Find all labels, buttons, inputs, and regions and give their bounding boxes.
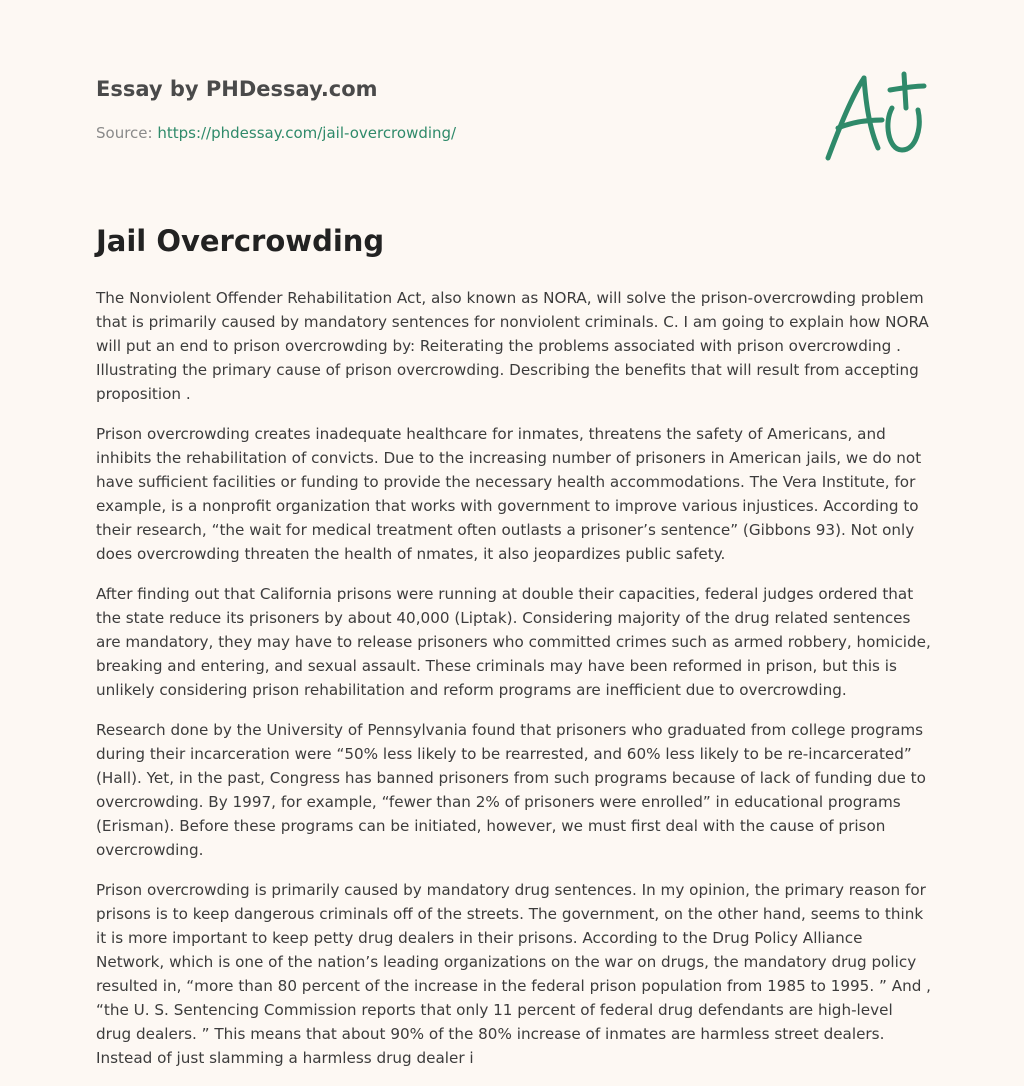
- a-plus-logo-icon: [822, 66, 928, 166]
- essay-paragraph: Prison overcrowding creates inadequate healthcare for inmates, threatens the safety of Americans, and inhibits the rehabilitation of convicts. Due to the increasing number of prisoners in American jails, we do not have sufficient facilities or funding to provide the necessary health accommodations. The Vera Institute, for example, is a nonprofit organization that works with government to improve various injustices. According to their research, “the wait for medical treatment often outlasts a prisoner’s sentence” (Gibbons 93). Not only does overcrowding threaten the health of nmates, it also jeopardizes public safety.: [96, 425, 922, 563]
- essay-title: Jail Overcrowding: [96, 224, 385, 258]
- essay-paragraph: Research done by the University of Pennsylvania found that prisoners who graduated from college programs during their incarceration were “50% less likely to be rearrested, and 60% less likely to be re-incarcerated” (Hall). Yet, in the past, Congress has banned prisoners from such programs because of lack of funding due to overcrowding. By 1997, for example, “fewer than 2% of prisoners were enrolled” in educational programs (Erisman). Before these programs can be initiated, however, we must first deal with the cause of prison overcrowding.: [96, 721, 926, 859]
- source-link[interactable]: https://phdessay.com/jail-overcrowding/: [157, 124, 457, 142]
- essay-paragraph: Prison overcrowding is primarily caused by mandatory drug sentences. In my opinion, the primary reason for prisons is to keep dangerous criminals off of the streets. The government, on the other hand, seems to think it is more important to keep petty drug dealers in their prisons. According to the Drug Policy Alliance Network, which is one of the nation’s leading organizations on the war on drugs, the mandatory drug policy resulted in, “more than 80 percent of the increase in the federal prison population from 1985 to 1995. ” And , “the U. S. Sentencing Commission reports that only 11 percent of federal drug defendants are high-level drug dealers. ” This means that about 90% of the 80% increase of inmates are harmless street dealers. Instead of just slamming a harmless drug dealer i: [96, 881, 932, 1067]
- source-label: Source:: [96, 124, 158, 142]
- essay-paragraph: After finding out that California prisons were running at double their capacities, federal judges ordered that the state reduce its prisoners by about 40,000 (Liptak). Considering majority of the drug related sentences are mandatory, they may have to release prisoners who committed crimes such as armed robbery, homicide, breaking and entering, and sexual assault. These criminals may have been reformed in prison, but this is unlikely considering prison rehabilitation and reform programs are inefficient due to overcrowding.: [96, 585, 931, 699]
- essay-body: [96, 286, 932, 1086]
- essay-paragraph: The Nonviolent Offender Rehabilitation Act, also known as NORA, will solve the prison-overcrowding problem that is primarily caused by mandatory sentences for nonviolent criminals. C. I am going to explain how NORA will put an end to prison overcrowding by: Reiterating the problems associated with prison overcrowding . Illustrating the primary cause of prison overcrowding. Describing the benefits that will result from accepting proposition .: [96, 289, 929, 403]
- site-brand-title: Essay by PHDessay.com: [96, 77, 378, 101]
- source-line: [96, 124, 456, 142]
